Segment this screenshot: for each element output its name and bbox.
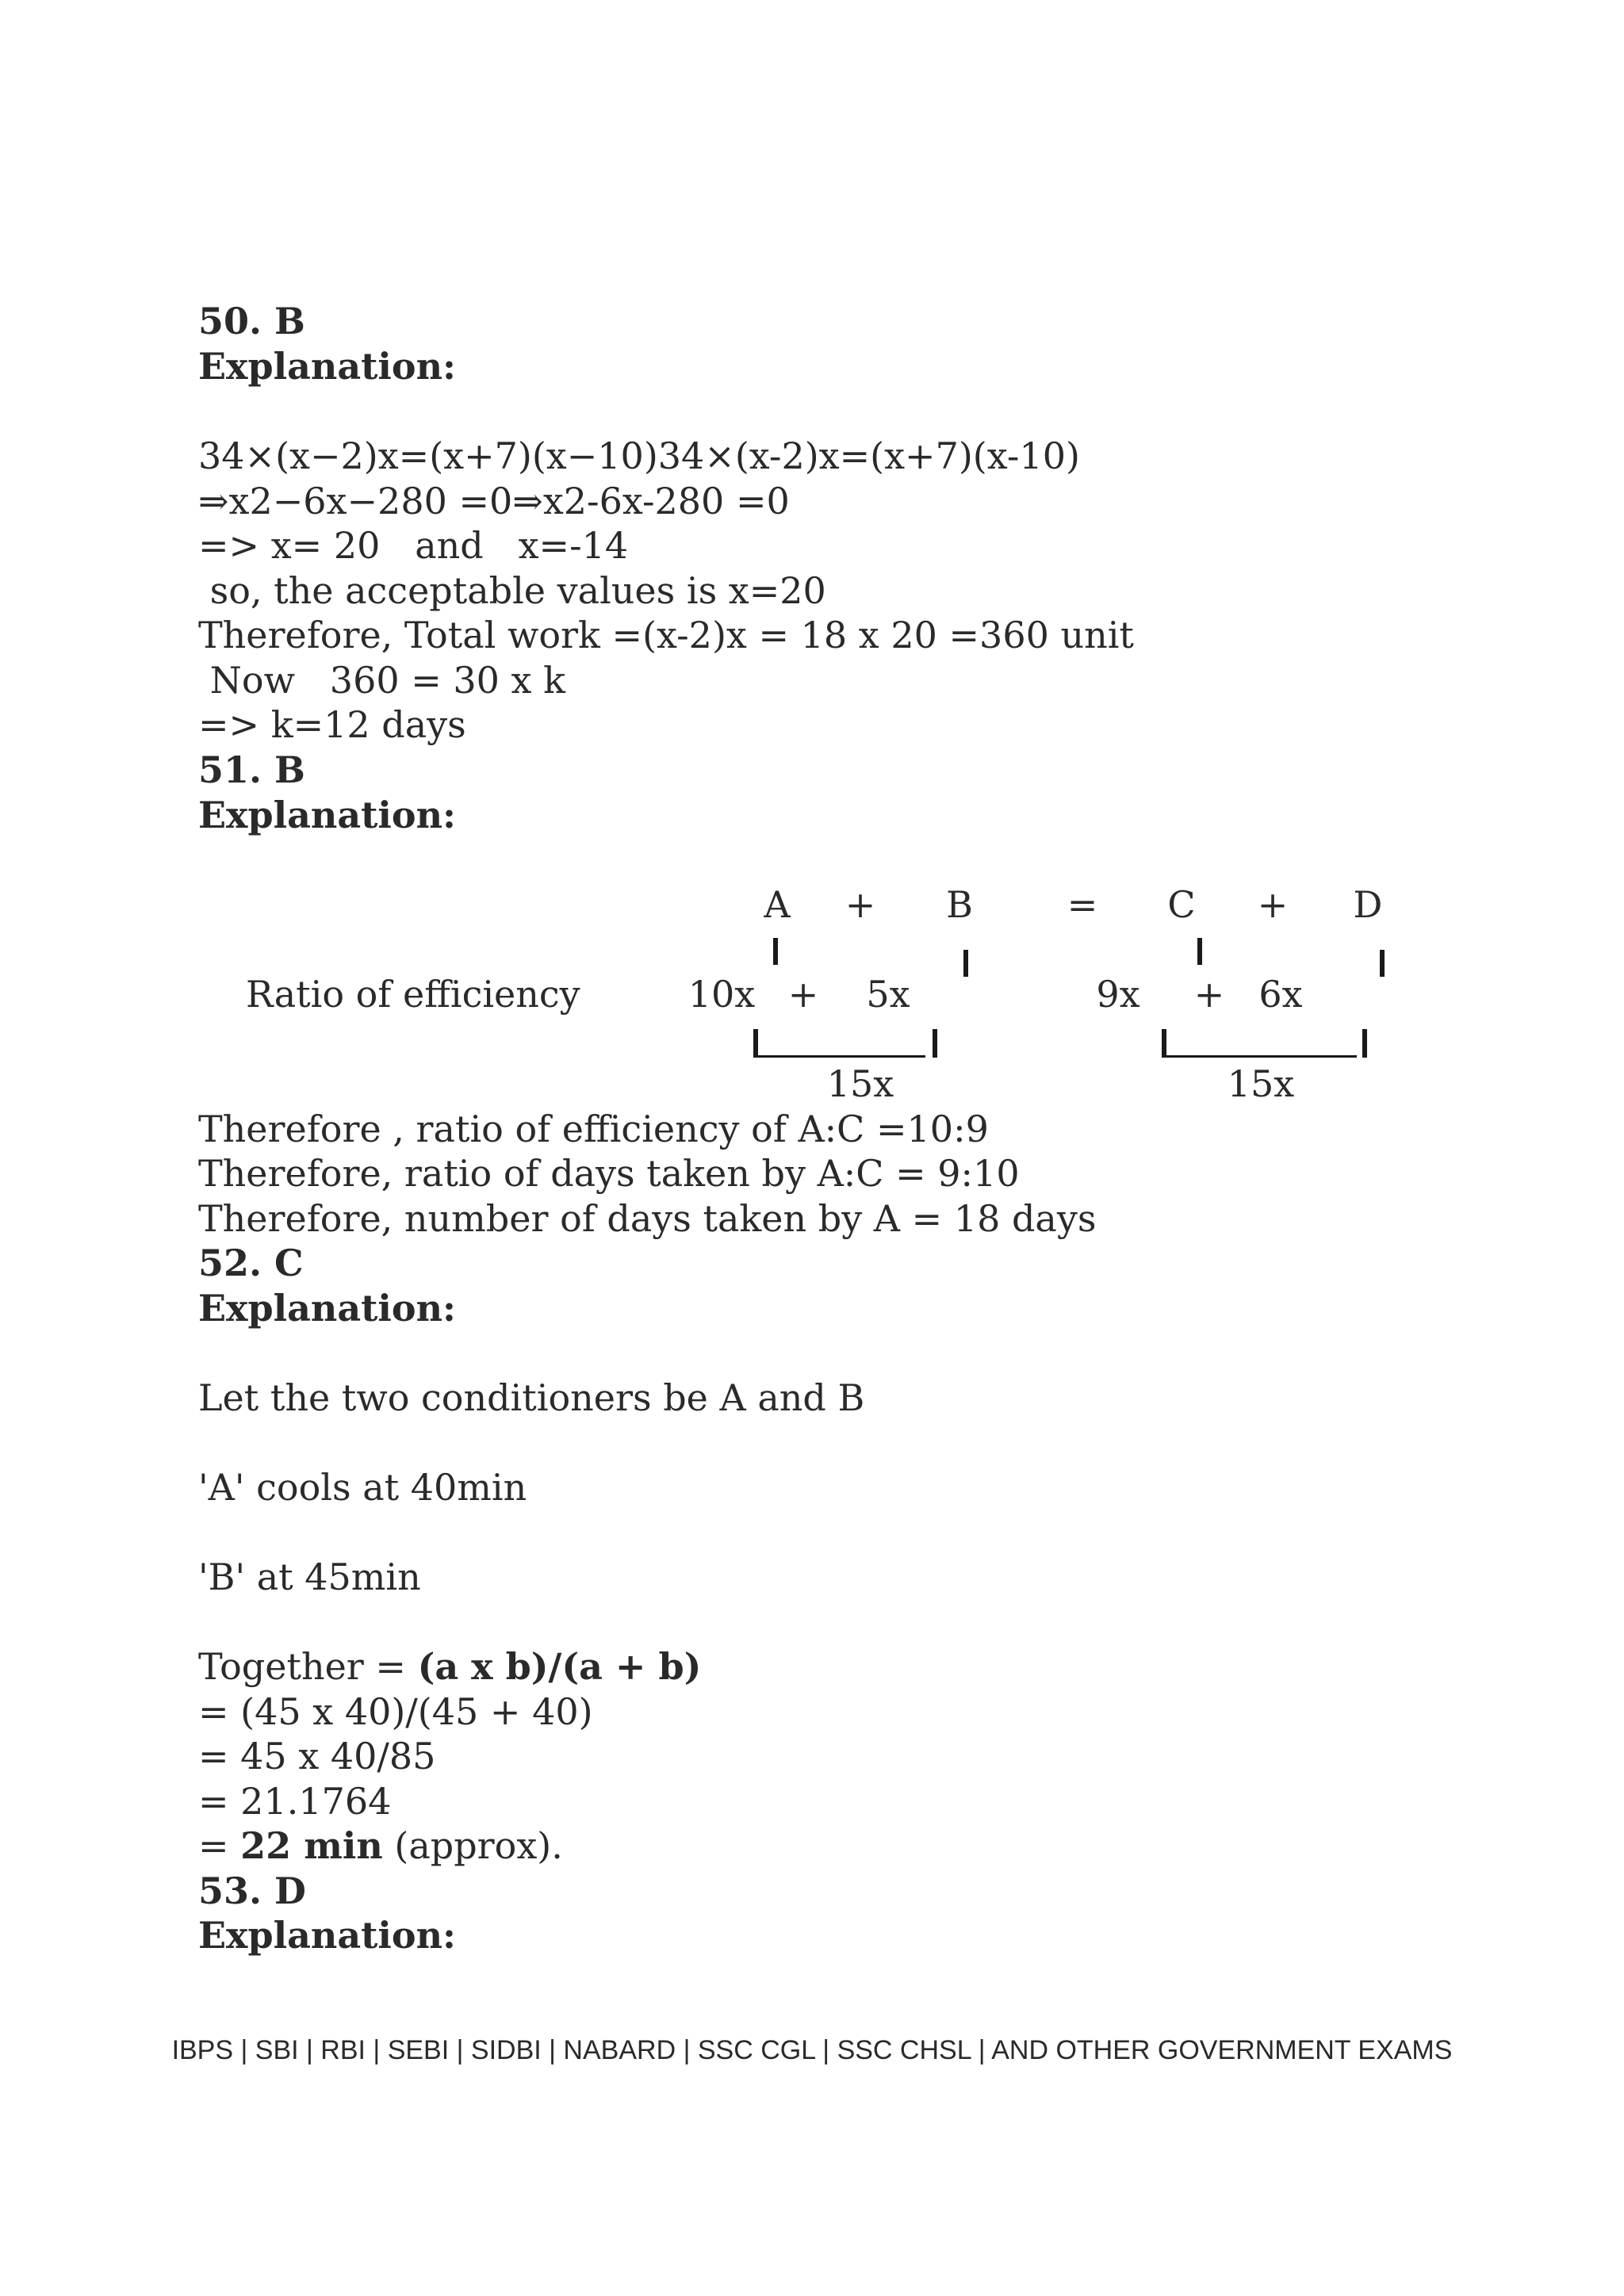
q50-line-2: ⇒x2−6x−280 =0⇒x2-6x-280 =0 xyxy=(198,480,790,522)
together-formula: (a x b)/(a + b) xyxy=(417,1645,702,1688)
connector-d xyxy=(1380,950,1385,977)
q52-final-line xyxy=(198,1823,563,1868)
q53-heading: 53. D xyxy=(198,1869,306,1912)
final-value: 22 min xyxy=(240,1824,383,1867)
q50-line-5: Therefore, Total work =(x-2)x = 18 x 20 =360 unit xyxy=(198,614,1134,656)
q51-line-2: Therefore, ratio of days taken by A:C = 9:10 xyxy=(198,1152,1020,1195)
q50-line-1: 34×(x−2)x=(x+7)(x−10)34×(x-2)x=(x+7)(x-10) xyxy=(198,434,1080,477)
diagram-label-d: D xyxy=(1353,883,1383,926)
value-d: 6x xyxy=(1258,973,1303,1016)
q52-b-line: 'B' at 45min xyxy=(198,1556,421,1598)
diagram-label-a: A xyxy=(764,883,791,926)
q50-heading: 50. B xyxy=(198,300,305,342)
q52-step-3: = 21.1764 xyxy=(198,1780,392,1823)
final-suffix: (approx). xyxy=(382,1824,563,1867)
together-prefix: Together = xyxy=(198,1645,418,1688)
q50-line-4: so, the acceptable values is x=20 xyxy=(198,569,826,612)
q51-line-1: Therefore , ratio of efficiency of A:C =10:9 xyxy=(198,1108,989,1150)
sum-left: 15x xyxy=(826,1062,894,1105)
value-b: 5x xyxy=(866,973,910,1016)
diagram-label-c: C xyxy=(1167,883,1196,926)
bracket-right-end xyxy=(1362,1029,1367,1058)
value-a: 10x xyxy=(688,973,756,1016)
page-footer: IBPS | SBI | RBI | SEBI | SIDBI | NABARD | SSC CGL | SSC CHSL | AND OTHER GOVERNMENT EXAMS xyxy=(171,2035,1453,2065)
q50-explanation-label: Explanation: xyxy=(198,345,457,388)
diagram-plus-cd: + xyxy=(1257,883,1289,926)
bracket-right-line xyxy=(1166,1055,1357,1058)
connector-c xyxy=(1197,938,1202,965)
diagram-plus-ab: + xyxy=(845,883,876,926)
q52-intro: Let the two conditioners be A and B xyxy=(198,1376,865,1419)
sum-right: 15x xyxy=(1227,1062,1295,1105)
connector-a xyxy=(773,938,778,965)
value-plus-right: + xyxy=(1193,973,1225,1016)
value-c: 9x xyxy=(1096,973,1140,1016)
q51-explanation-label: Explanation: xyxy=(198,794,457,836)
connector-b xyxy=(963,950,968,977)
q52-step-2: = 45 x 40/85 xyxy=(198,1735,436,1777)
q51-line-3: Therefore, number of days taken by A = 18 days xyxy=(198,1197,1097,1240)
q51-heading: 51. B xyxy=(198,748,305,791)
q52-explanation-label: Explanation: xyxy=(198,1287,457,1330)
q52-a-line: 'A' cools at 40min xyxy=(198,1466,527,1509)
q52-step-1: = (45 x 40)/(45 + 40) xyxy=(198,1690,593,1733)
ratio-of-efficiency-label: Ratio of efficiency xyxy=(246,973,580,1016)
q50-line-6: Now 360 = 30 x k xyxy=(198,659,565,702)
bracket-left-line xyxy=(758,1055,925,1058)
final-prefix: = xyxy=(198,1824,241,1867)
bracket-right-start xyxy=(1162,1029,1166,1058)
q52-heading: 52. C xyxy=(198,1242,304,1284)
diagram-equals: = xyxy=(1067,883,1098,926)
q50-line-7: => k=12 days xyxy=(198,703,466,746)
diagram-label-b: B xyxy=(946,883,973,926)
value-plus-left: + xyxy=(787,973,819,1016)
q52-together-line xyxy=(198,1644,701,1689)
bracket-left-start xyxy=(753,1029,758,1058)
bracket-left-end xyxy=(933,1029,937,1058)
q50-line-3: => x= 20 and x=-14 xyxy=(198,524,629,567)
q53-explanation-label: Explanation: xyxy=(198,1914,457,1957)
